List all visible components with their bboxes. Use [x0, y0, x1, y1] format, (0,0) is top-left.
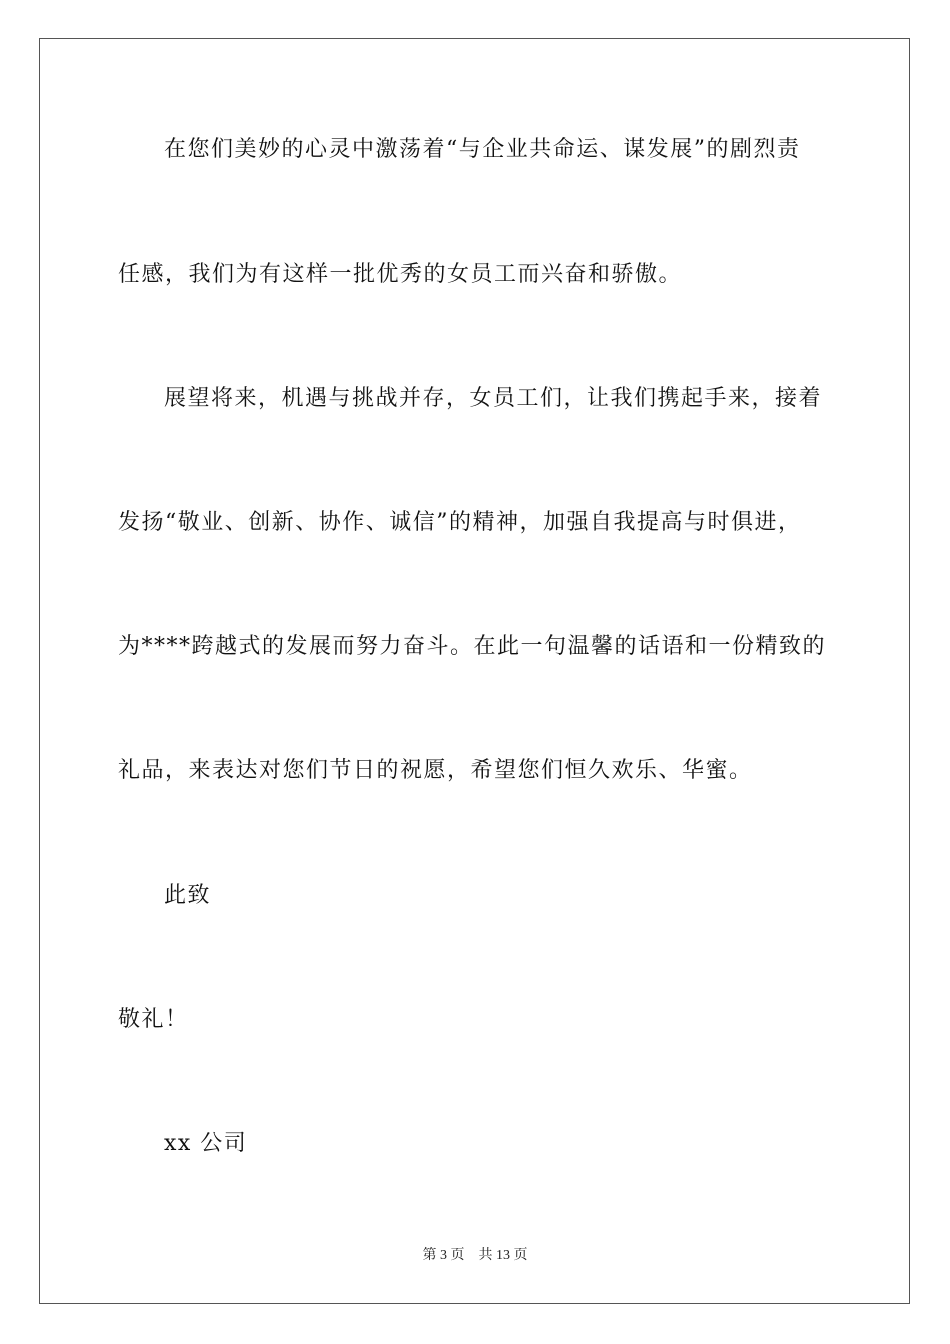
body-line-6: 礼品，来表达对您们节日的祝愿，希望您们恒久欢乐、华蜜。: [118, 758, 753, 783]
body-line-3: 展望将来，机遇与挑战并存，女员工们，让我们携起手来，接着: [164, 386, 823, 411]
body-line-5: 为****跨越式的发展而努力奋斗。在此一句温馨的话语和一份精致的: [118, 634, 827, 659]
body-line-2: 任感，我们为有这样一批优秀的女员工而兴奋和骄傲。: [118, 262, 683, 287]
closing-regards: 敬礼！: [118, 1007, 189, 1032]
signature-company: xx 公司: [164, 1131, 248, 1156]
page-footer: [0, 1247, 950, 1265]
body-line-4: 发扬“敬业、创新、协作、诚信”的精神，加强自我提高与时俱进，: [118, 510, 802, 535]
closing-salutation: 此致: [164, 883, 212, 908]
page-number: 第 3 页: [422, 1248, 465, 1263]
body-line-1: 在您们美妙的心灵中激荡着“与企业共命运、谋发展”的剧烈责: [164, 137, 801, 162]
page-total: 共 13 页: [478, 1248, 528, 1263]
page-frame: [39, 38, 910, 1304]
